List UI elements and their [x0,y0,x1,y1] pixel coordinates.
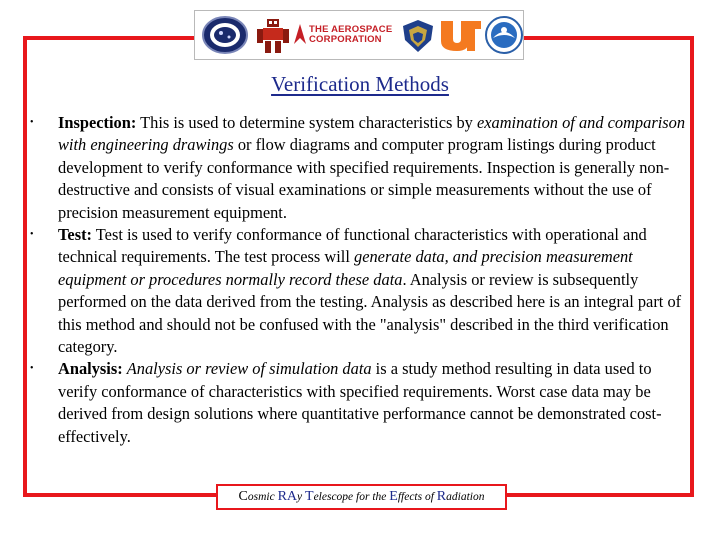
footer-text: y [297,491,306,503]
aerospace-wordmark [309,25,411,45]
item-italic: examination of and comparison with engineering drawings [58,113,686,155]
shield-wings-icon [401,16,435,54]
item-text: This is used to determine system characteristics by [136,113,477,132]
slide-title: Verification Methods [271,72,449,96]
item-text: or flow diagrams and computer program listings during product development to verify conformance with specified requirements. Inspection is generally non-destructive and consists of visual examinations or simple measurements without the use of precision measurement equipment. [58,135,670,222]
footer-letter: R [436,489,447,504]
term-inspection: Inspection: [58,113,137,132]
footer-text: adiation [446,491,485,503]
item-text: . Analysis or review is subsequently performed on the data derived from the testing. Analysis as described here is an integral part of this method and should not be confused with the "analysis" described in the third verification category. [58,269,682,357]
item-italic: generate data, and precision measurement equipment or procedures normally record these data [58,247,633,289]
bullet-icon: • [30,363,34,375]
footer-letter: T [305,489,314,504]
item-text: Test is used to verify conformance of functional characteristics with operational and technical requirements. The test process will [58,225,647,267]
item-text: is a study method resulting in data used to verify conformance of characteristics with specified requirements. Worst case data may be derived from design solutions where quantitative performance cannot be demonstrated cost-effectively. [58,359,662,446]
footer-text: elescope for the [313,491,390,503]
term-analysis: Analysis: [58,359,123,379]
aerospace-line1: THE AEROSPACE [309,24,393,35]
footer-label [216,484,507,510]
footer-letter: E [389,489,398,504]
round-seal-icon [201,15,249,55]
footer-letter: C [238,489,248,504]
bullet-list [30,112,690,448]
bullet-icon: • [30,229,34,241]
aerospace-line2: CORPORATION [309,34,382,45]
ut-letters-icon [439,19,481,53]
list-item-analysis [30,358,690,448]
footer-text: ffects of [397,491,437,503]
list-item-inspection [30,112,690,224]
noaa-seal-icon [485,16,523,54]
footer-letter: R [277,489,287,504]
bullet-icon: • [30,117,34,128]
term-test: Test: [58,225,92,245]
item-italic: Analysis or review of simulation data [126,359,372,379]
footer-text: osmic [247,491,278,503]
logo-bar [194,10,524,60]
list-item-test [30,224,690,358]
aerospace-logo-icon [293,23,307,45]
footer-letter: A [286,489,298,504]
robot-figure-icon [255,17,291,55]
